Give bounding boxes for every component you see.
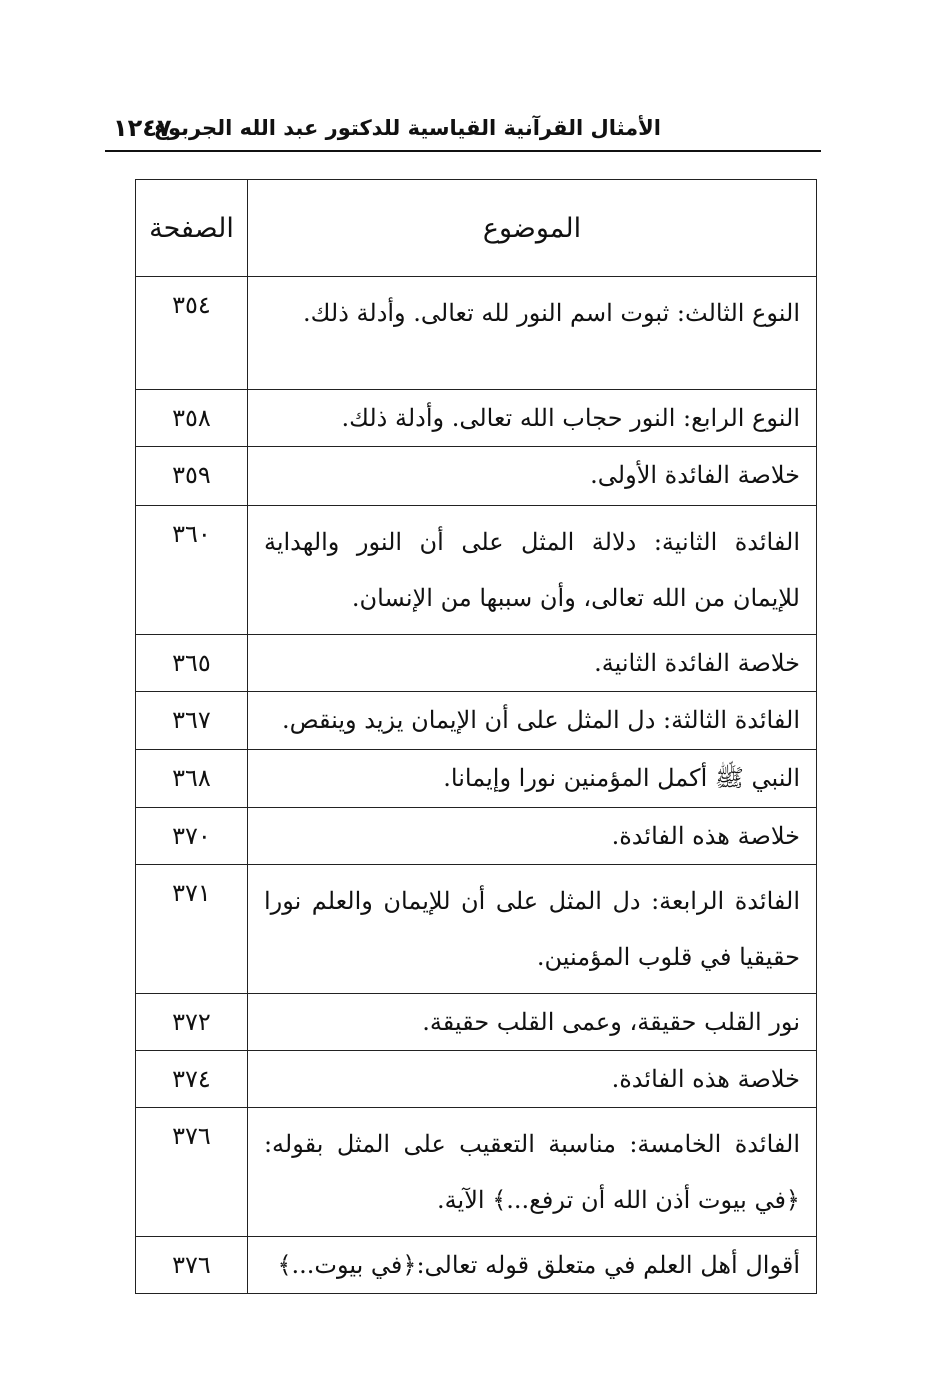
row-topic: خلاصة هذه الفائدة. [247, 808, 816, 865]
header-title: الأمثال القرآنية القياسية للدكتور عبد الله الجربوع [153, 116, 661, 140]
row-page: ٣٦٠ [136, 506, 248, 635]
row-topic: خلاصة الفائدة الثانية. [247, 635, 816, 692]
row-page: ٣٦٥ [136, 635, 248, 692]
row-topic: الفائدة الخامسة: مناسبة التعقيب على المثل بقوله: ﴿في بيوت أذن الله أن ترفع...﴾ الآية. [247, 1108, 816, 1237]
row-page: ٣٥٨ [136, 390, 248, 447]
contents-table [135, 179, 817, 1294]
table-row [136, 1237, 817, 1294]
row-topic: الفائدة الثالثة: دل المثل على أن الإيمان يزيد وينقص. [247, 692, 816, 750]
table-row [136, 447, 817, 506]
running-header [105, 110, 821, 150]
row-page: ٣٧١ [136, 865, 248, 994]
row-page: ٣٧٢ [136, 994, 248, 1051]
row-topic: خلاصة الفائدة الأولى. [247, 447, 816, 506]
table-row [136, 865, 817, 994]
row-topic: النبي ﷺ أكمل المؤمنين نورا وإيمانا. [247, 750, 816, 808]
table-row [136, 750, 817, 808]
row-topic: النوع الرابع: النور حجاب الله تعالى. وأدلة ذلك. [247, 390, 816, 447]
column-header-topic: الموضوع [247, 180, 816, 277]
table-row [136, 994, 817, 1051]
table-row [136, 1108, 817, 1237]
row-topic: نور القلب حقيقة، وعمى القلب حقيقة. [247, 994, 816, 1051]
table-row [136, 390, 817, 447]
row-topic: خلاصة هذه الفائدة. [247, 1051, 816, 1108]
row-topic: الفائدة الثانية: دلالة المثل على أن النور والهداية للإيمان من الله تعالى، وأن سببها من الإنسان. [247, 506, 816, 635]
row-page: ٣٦٧ [136, 692, 248, 750]
header-rule [105, 150, 821, 152]
table-row [136, 506, 817, 635]
row-page: ٣٥٩ [136, 447, 248, 506]
column-header-page: الصفحة [136, 180, 248, 277]
row-page: ٣٥٤ [136, 277, 248, 390]
row-page: ٣٦٨ [136, 750, 248, 808]
row-page: ٣٧٠ [136, 808, 248, 865]
table-row [136, 692, 817, 750]
row-page: ٣٧٤ [136, 1051, 248, 1108]
row-page: ٣٧٦ [136, 1108, 248, 1237]
page-number: ١٢٤٧ [113, 114, 172, 142]
table-header-row [136, 180, 817, 277]
row-page: ٣٧٦ [136, 1237, 248, 1294]
table-row [136, 808, 817, 865]
table-row [136, 277, 817, 390]
row-topic: أقوال أهل العلم في متعلق قوله تعالى:﴿في بيوت...﴾ [247, 1237, 816, 1294]
table-row [136, 1051, 817, 1108]
table-row [136, 635, 817, 692]
row-topic: النوع الثالث: ثبوت اسم النور لله تعالى. وأدلة ذلك. [247, 277, 816, 390]
row-topic: الفائدة الرابعة: دل المثل على أن للإيمان والعلم نورا حقيقيا في قلوب المؤمنين. [247, 865, 816, 994]
